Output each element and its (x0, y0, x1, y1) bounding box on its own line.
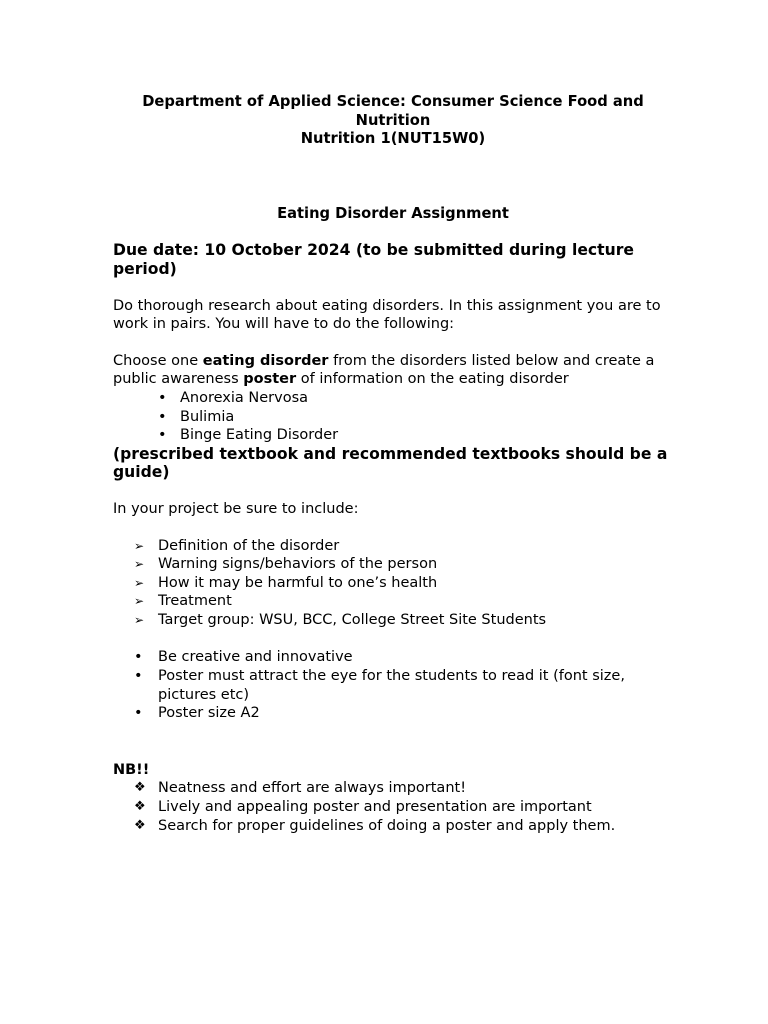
diamond-bullet-icon: ❖ (134, 817, 146, 833)
bullet-icon: • (134, 705, 143, 722)
extra-label: Poster size A2 (158, 705, 260, 722)
nb-item (113, 817, 673, 836)
include-item (113, 537, 673, 556)
diamond-bullet-icon: ❖ (134, 799, 146, 815)
bullet-icon: • (134, 668, 143, 685)
guide-note: (prescribed textbook and recommended textbooks should be a guide) (113, 444, 668, 482)
include-label: Target group: WSU, BCC, College Street Site Students (158, 611, 547, 628)
bullet-icon: • (134, 649, 143, 666)
extra-item (113, 648, 673, 667)
assignment-title: Eating Disorder Assignment (277, 204, 509, 222)
course-code: Nutrition 1(NUT15W0) (300, 130, 486, 148)
include-intro: In your project be sure to include: (113, 500, 359, 517)
include-label: Warning signs/behaviors of the person (158, 556, 438, 573)
nb-list (113, 779, 673, 835)
nb-label-text: Search for proper guidelines of doing a poster and apply them. (158, 817, 616, 834)
choose-text-2: from the disorders listed below and create a public awareness (113, 352, 655, 388)
bullet-icon: • (158, 427, 167, 444)
bullet-icon: • (158, 389, 167, 406)
nb-label: NB!! (113, 761, 150, 778)
eating-disorder-emphasis: eating disorder (202, 352, 329, 369)
disorder-item (113, 408, 673, 427)
extra-item (113, 667, 673, 704)
include-label: Treatment (158, 593, 232, 610)
nb-item (113, 798, 673, 817)
document-content (113, 93, 673, 835)
choose-paragraph (113, 352, 673, 389)
arrow-bullet-icon: ➢ (134, 538, 145, 553)
disorder-item (113, 389, 673, 408)
include-item (113, 611, 673, 630)
disorder-label: Bulimia (180, 408, 235, 425)
nb-label-text: Lively and appealing poster and presentation are important (158, 799, 592, 816)
include-label: Definition of the disorder (158, 537, 340, 554)
disorder-item (113, 426, 673, 445)
intro-paragraph: Do thorough research about eating disorders. In this assignment you are to work in pairs. You will have to do the following: (113, 297, 661, 333)
arrow-bullet-icon: ➢ (134, 557, 145, 572)
include-label: How it may be harmful to one’s health (158, 574, 438, 591)
extra-item (113, 704, 673, 723)
extra-list (113, 648, 673, 722)
due-date: Due date: 10 October 2024 (to be submitted during lecture period) (113, 241, 634, 278)
disorder-label: Binge Eating Disorder (180, 427, 339, 444)
department-heading: Department of Applied Science: Consumer Science Food and Nutrition (142, 93, 644, 129)
nb-label-text: Neatness and effort are always important! (158, 780, 467, 797)
nb-item (113, 779, 673, 798)
disorder-label: Anorexia Nervosa (180, 389, 309, 406)
choose-text-3: of information on the eating disorder (296, 371, 569, 388)
arrow-bullet-icon: ➢ (134, 575, 145, 590)
arrow-bullet-icon: ➢ (134, 594, 145, 609)
include-list (113, 537, 673, 630)
choose-text-1: Choose one (113, 352, 203, 369)
bullet-icon: • (158, 408, 167, 425)
include-item (113, 592, 673, 611)
diamond-bullet-icon: ❖ (134, 780, 146, 796)
arrow-bullet-icon: ➢ (134, 612, 145, 627)
poster-emphasis: poster (243, 371, 297, 388)
extra-label: Be creative and innovative (158, 649, 353, 666)
include-item (113, 574, 673, 593)
disorder-list (113, 389, 673, 445)
extra-label: Poster must attract the eye for the students to read it (font size, pictures etc) (158, 668, 625, 703)
include-item (113, 555, 673, 574)
